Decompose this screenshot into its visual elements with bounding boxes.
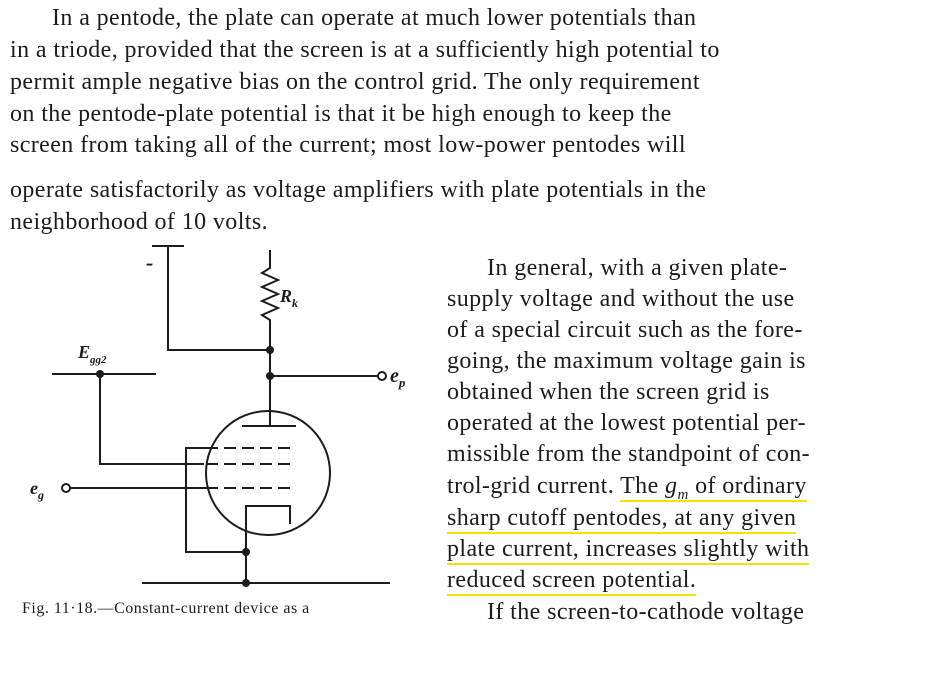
junction-dot [266, 346, 274, 354]
junction-dot [242, 579, 250, 587]
junction-dot [96, 370, 104, 378]
text-line: operate satisfactorily as voltage amplifiers with plate potentials in the [10, 177, 707, 203]
text-line: In a pentode, the plate can operate at much lower potentials than [52, 5, 697, 31]
text-span: of ordinary [688, 473, 807, 499]
text-line [447, 565, 696, 595]
rk-label-sub: k [292, 296, 299, 310]
eg-label-main: e [30, 478, 38, 498]
text-line: permit ample negative bias on the control grid. The only requirement [10, 69, 700, 95]
text-line: In general, with a given plate- [487, 255, 788, 281]
eg-label-sub: g [38, 488, 44, 502]
text-span: trol-grid current. [447, 473, 621, 499]
egg2-label [77, 342, 107, 366]
ep-label-sub: p [398, 375, 406, 390]
ep-terminal [378, 372, 386, 380]
text-line [447, 503, 796, 533]
resistor-rk [262, 250, 278, 350]
text-line: in a triode, provided that the screen is at a sufficiently high potential to [10, 37, 720, 63]
text-line: screen from taking all of the current; most low-power pentodes will [10, 132, 686, 158]
next-paragraph-start: If the screen-to-cathode voltage [487, 599, 805, 625]
egg2-label-main: E [78, 342, 91, 362]
text-line: missible from the standpoint of con- [447, 441, 811, 467]
rk-label-main: R [280, 286, 293, 306]
text-line: supply voltage and without the use [447, 286, 795, 312]
gm-subscript: m [677, 486, 689, 503]
highlighted-text: reduced screen potential. [447, 567, 696, 596]
text-line: going, the maximum voltage gain is [447, 348, 806, 374]
highlighted-text: sharp cutoff pentodes, at any given [447, 505, 796, 534]
minus-label: - [146, 250, 154, 275]
rk-label [279, 286, 298, 310]
figure-caption: Fig. 11·18.—Constant-current device as a [22, 600, 310, 617]
text-line: of a special circuit such as the fore- [447, 317, 803, 343]
eg-terminal [62, 484, 70, 492]
eg-label [30, 478, 44, 502]
highlighted-text [620, 473, 807, 502]
egg2-label-sub: gg2 [90, 354, 107, 366]
text-line: on the pentode-plate potential is that it be high enough to keep the [10, 101, 672, 127]
gm-symbol: g [665, 473, 678, 499]
text-line: obtained when the screen grid is [447, 379, 770, 405]
tube-envelope [206, 411, 330, 535]
ep-label [390, 365, 406, 390]
junction-dot [242, 548, 250, 556]
text-line: neighborhood of 10 volts. [10, 209, 268, 235]
highlighted-text: plate current, increases slightly with [447, 536, 809, 565]
circuit-diagram [0, 240, 430, 590]
wire [168, 246, 270, 350]
tube-cathode [246, 506, 290, 524]
ep-label-main: e [390, 365, 399, 387]
text-line: operated at the lowest potential per- [447, 410, 806, 436]
junction-dot [266, 372, 274, 380]
text-span: The [620, 473, 666, 499]
text-line [447, 534, 809, 564]
screen-wire [100, 374, 204, 464]
